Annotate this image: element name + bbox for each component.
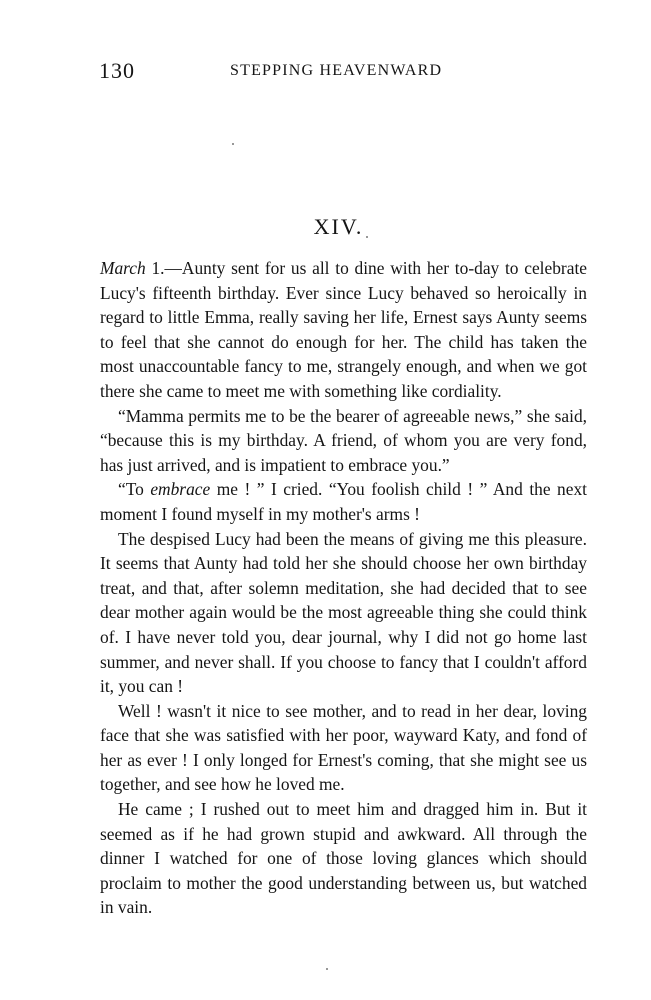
chapter-heading xyxy=(0,214,651,240)
paragraph-3 xyxy=(100,477,587,526)
paragraph-6: He came ; I rushed out to meet him and dragged him in. But it seemed as if he had grown stupid and awkward. All through the dinner I watched for one of those loving glances which should proclaim to mother the good understanding between us, but watched in vain. xyxy=(100,799,587,918)
print-speck xyxy=(366,236,368,238)
page-number: 130 xyxy=(99,58,135,83)
chapter-numeral: XIV. xyxy=(313,214,364,239)
paragraph-5: Well ! wasn't it nice to see mother, and to read in her dear, loving face that she was satisfied with her poor, wayward Katy, and fond of her as ever ! I only longed for Ernest's coming, that she might see us together, and see how he loved me. xyxy=(100,700,587,795)
body-text xyxy=(100,256,587,920)
paragraph-4: The despised Lucy had been the means of giving me this pleasure. It seems that Aunty had told her she should choose her own birthday treat, and that, after solemn meditation, she had decided that to see dear mother again would be the most agreeable thing she could think of. I have never told you, dear journal, why I did not go home last summer, and never shall. If you choose to fancy that I couldn't afford it, you can ! xyxy=(100,528,587,697)
paragraph-2: “Mamma permits me to be the bearer of agreeable news,” she said, “because this is my birthday. A friend, of whom you are very fond, has just arrived, and is impatient to embrace you.” xyxy=(100,405,587,475)
paragraph-3-before: “To xyxy=(118,479,151,500)
paragraph-1-text: 1.—Aunty sent for us all to dine with her to-day to celebrate Lucy's fifteenth birthday. Ever since Lucy behaved so heroically in regard to little Emma, really saving her life, Ernest says Aunty seems to feel that she cannot do enough for her. The child has taken the most unaccountable fancy to me, strangely enough, and when we got there she came to meet me with something like cordiality. xyxy=(100,258,587,401)
emphasis-embrace: embrace xyxy=(150,479,211,500)
paragraph-3-after: me ! ” I cried. “You foolish child ! ” And the next moment I found myself in my mother's arms ! xyxy=(100,479,587,524)
print-speck xyxy=(326,968,328,970)
date-lead: March xyxy=(100,258,146,278)
paragraph-1 xyxy=(100,256,587,404)
running-head: STEPPING HEAVENWARD xyxy=(230,62,443,79)
print-speck xyxy=(232,143,234,145)
